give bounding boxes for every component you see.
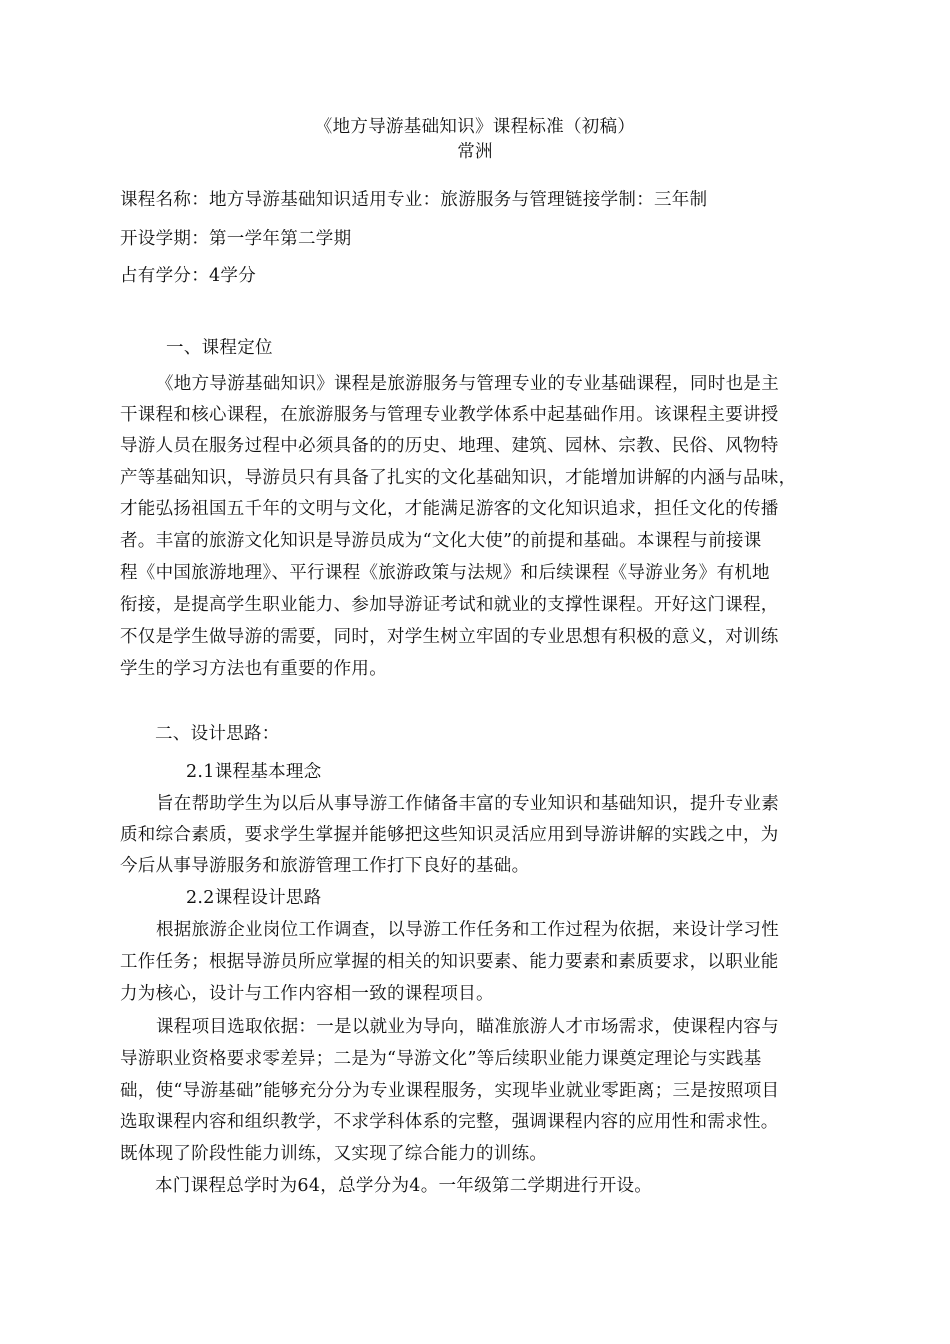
- document-title: 《地方导游基础知识》课程标准（初稿）: [314, 117, 636, 137]
- section1-paragraph-line: 产等基础知识，导游员只有具备了扎实的文化基础知识，才能增加讲解的内涵与品味，: [120, 468, 797, 488]
- subsection-2-2-heading: 2.2课程设计思路: [186, 888, 322, 908]
- subsection-2-1-line: 旨在帮助学生为以后从事导游工作储备丰富的专业知识和基础知识，提升专业素: [156, 794, 779, 814]
- section1-paragraph-line: 导游人员在服务过程中必须具备的的历史、地理、建筑、园林、宗教、民俗、风物特: [120, 436, 779, 456]
- selection-basis-line: 既体现了阶段性能力训练，又实现了综合能力的训练。: [120, 1144, 548, 1164]
- subsection-2-2-line: 力为核心，设计与工作内容相一致的课程项目。: [120, 984, 494, 1004]
- course-info-line: 课程名称：地方导游基础知识适用专业：旅游服务与管理链接学制：三年制: [120, 190, 708, 210]
- subsection-2-1-line: 质和综合素质，要求学生掌握并能够把这些知识灵活应用到导游讲解的实践之中，为: [120, 825, 779, 845]
- section1-paragraph-line: 衔接，是提高学生职业能力、参加导游证考试和就业的支撑性课程。开好这门课程，: [120, 595, 779, 615]
- course-credits-line: 占有学分：4学分: [120, 266, 257, 286]
- section1-paragraph-line: 《地方导游基础知识》课程是旅游服务与管理专业的专业基础课程，同时也是主: [156, 374, 779, 394]
- course-semester-line: 开设学期：第一学年第二学期: [120, 229, 352, 249]
- section1-paragraph-line: 程《中国旅游地理》、平行课程《旅游政策与法规》和后续课程《导游业务》有机地: [120, 563, 770, 583]
- course-hours-line: 本门课程总学时为64，总学分为4。一年级第二学期进行开设。: [155, 1176, 653, 1196]
- section1-paragraph-line: 才能弘扬祖国五千年的文明与文化，才能满足游客的文化知识追求，担任文化的传播: [120, 499, 779, 519]
- section1-paragraph-line: 不仅是学生做导游的需要，同时，对学生树立牢固的专业思想有积极的意义，对训练: [120, 627, 779, 647]
- section1-paragraph-line: 者。丰富的旅游文化知识是导游员成为“文化大使”的前提和基础。本课程与前接课: [120, 531, 762, 551]
- selection-basis-line: 选取课程内容和组织教学，不求学科体系的完整，强调课程内容的应用性和需求性。: [120, 1112, 779, 1132]
- subsection-2-2-line: 工作任务；根据导游员所应掌握的相关的知识要素、能力要素和素质要求，以职业能: [120, 952, 779, 972]
- selection-basis-line: 课程项目选取依据：一是以就业为导向，瞄准旅游人才市场需求，使课程内容与: [156, 1017, 779, 1037]
- subsection-2-1-heading: 2.1课程基本理念: [186, 762, 322, 782]
- section1-paragraph-line: 干课程和核心课程，在旅游服务与管理专业教学体系中起基础作用。该课程主要讲授: [120, 405, 779, 425]
- section1-heading: 一、课程定位: [166, 338, 273, 358]
- section1-paragraph-line: 学生的学习方法也有重要的作用。: [120, 659, 387, 679]
- selection-basis-line: 础，使“导游基础”能够充分分为专业课程服务，实现毕业就业零距离；三是按照项目: [120, 1081, 780, 1101]
- document-author: 常洲: [457, 142, 493, 162]
- selection-basis-line: 导游职业资格要求零差异；二是为“导游文化”等后续职业能力课奠定理论与实践基: [120, 1049, 762, 1069]
- subsection-2-2-line: 根据旅游企业岗位工作调查，以导游工作任务和工作过程为依据，来设计学习性: [156, 920, 779, 940]
- subsection-2-1-line: 今后从事导游服务和旅游管理工作打下良好的基础。: [120, 856, 530, 876]
- section2-heading: 二、设计思路：: [155, 724, 280, 744]
